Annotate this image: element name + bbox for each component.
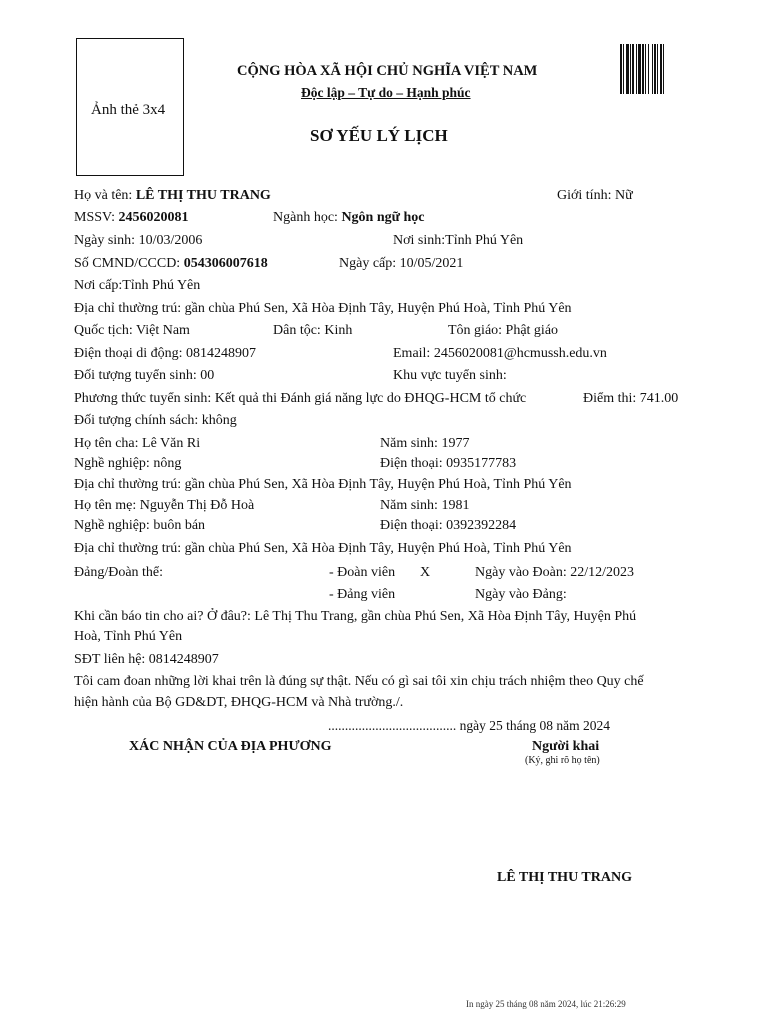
- mother-phone-label: Điện thoại:: [380, 518, 443, 533]
- father-address-field: [74, 478, 572, 492]
- nationality-label: Quốc tịch:: [74, 323, 133, 338]
- student-id-value: 2456020081: [118, 210, 189, 225]
- major-field: [273, 211, 425, 225]
- phone-label: Điện thoại di động:: [74, 346, 183, 361]
- name-label: Họ và tên:: [74, 188, 133, 203]
- nationality-value: Việt Nam: [135, 323, 190, 338]
- youth-union-mark: X: [420, 565, 431, 580]
- policy-label: Đối tượng chính sách:: [74, 413, 199, 428]
- page-title: SƠ YẾU LÝ LỊCH: [310, 126, 448, 145]
- gender-value: Nữ: [614, 188, 633, 203]
- score-field: [583, 392, 678, 406]
- issue-date-value: 10/05/2021: [399, 256, 464, 271]
- admission-method-value: Kết quả thi Đánh giá năng lực do ĐHQG-HCM tổ chức: [214, 391, 527, 406]
- declaration-line-1: Tôi cam đoan những lời khai trên là đúng sự thật. Nếu có gì sai tôi xin chịu trách nhiệm theo Quy chế: [74, 674, 644, 689]
- mother-phone-field: [380, 519, 516, 533]
- party-date-label: Ngày vào Đảng:: [475, 587, 567, 602]
- contact-phone-label: SĐT liên hệ:: [74, 652, 146, 667]
- mother-birth-year-field: [380, 499, 469, 513]
- father-phone-label: Điện thoại:: [380, 456, 443, 471]
- father-job-label: Nghề nghiệp:: [74, 456, 150, 471]
- mother-name-field: [74, 499, 254, 513]
- email-label: Email:: [393, 346, 431, 361]
- country-heading: CỘNG HÒA XÃ HỘI CHỦ NGHĨA VIỆT NAM: [237, 63, 538, 79]
- motto: Độc lập – Tự do – Hạnh phúc: [301, 85, 471, 100]
- mother-name-label: Họ tên mẹ:: [74, 498, 137, 513]
- mother-job-value: buôn bán: [153, 518, 206, 533]
- photo-placeholder: [76, 38, 184, 176]
- issue-place-value: Tỉnh Phú Yên: [122, 278, 201, 293]
- score-value: 741.00: [639, 391, 679, 406]
- dob-field: [74, 234, 202, 248]
- declaration-line-2: hiện hành của Bộ GD&DT, ĐHQG-HCM và Nhà trường./.: [74, 695, 404, 710]
- admission-target-label: Đối tượng tuyển sinh:: [74, 368, 197, 383]
- student-id-field: [74, 211, 188, 225]
- birthplace-field: [393, 234, 523, 248]
- barcode: [620, 44, 672, 94]
- mother-phone-value: 0392392284: [446, 518, 517, 533]
- issue-place-label: Nơi cấp:: [74, 278, 123, 293]
- gender-label: Giới tính:: [557, 188, 612, 203]
- score-label: Điểm thi:: [583, 391, 637, 406]
- cccd-field: [74, 257, 268, 271]
- issue-place-field: [74, 279, 200, 293]
- major-value: Ngôn ngữ học: [341, 210, 425, 225]
- father-birth-year-value: 1977: [441, 436, 470, 451]
- student-address-label: Địa chỉ thường trú:: [74, 301, 182, 316]
- youth-union-date-value: 22/12/2023: [570, 565, 635, 580]
- youth-union-date-field: [475, 566, 634, 580]
- father-job-field: [74, 457, 181, 471]
- mother-job-field: [74, 519, 205, 533]
- ethnicity-label: Dân tộc:: [273, 323, 321, 338]
- declarant-name: LÊ THỊ THU TRANG: [497, 870, 632, 885]
- gender-field: [557, 189, 633, 203]
- father-birth-year-field: [380, 437, 469, 451]
- print-timestamp: In ngày 25 tháng 08 năm 2024, lúc 21:26:29: [466, 999, 626, 1009]
- contact-answer-1: Lê Thị Thu Trang, gần chùa Phú Sen, Xã Hòa Định Tây, Huyện Phú: [254, 609, 637, 624]
- mother-job-label: Nghề nghiệp:: [74, 518, 150, 533]
- religion-field: [448, 324, 558, 338]
- student-name: LÊ THỊ THU TRANG: [135, 188, 271, 203]
- religion-value: Phật giáo: [505, 323, 559, 338]
- student-address-field: [74, 302, 572, 316]
- mother-birth-year-label: Năm sinh:: [380, 498, 438, 513]
- cccd-value: 054306007618: [183, 256, 268, 271]
- major-label: Ngành học:: [273, 210, 338, 225]
- photo-label: Ảnh thẻ 3x4: [91, 102, 166, 118]
- region-field: [393, 369, 507, 383]
- declarant-note: (Ký, ghi rõ họ tên): [525, 755, 600, 766]
- party-label: Đảng/Đoàn thể:: [74, 565, 164, 580]
- father-name-label: Họ tên cha:: [74, 436, 139, 451]
- ethnicity-field: [273, 324, 352, 338]
- cccd-label: Số CMND/CCCD:: [74, 256, 181, 271]
- father-name-field: [74, 437, 200, 451]
- admission-target-field: [74, 369, 214, 383]
- policy-field: [74, 414, 237, 428]
- father-name-value: Lê Văn Ri: [142, 436, 201, 451]
- birthplace-label: Nơi sinh:: [393, 233, 446, 248]
- youth-union-option: - Đoàn viên: [329, 565, 396, 580]
- issue-date-field: [339, 257, 463, 271]
- student-id-label: MSSV:: [74, 210, 115, 225]
- contact-answer-2: Hoà, Tỉnh Phú Yên: [74, 629, 183, 644]
- local-confirmation-heading: XÁC NHẬN CỦA ĐỊA PHƯƠNG: [129, 739, 332, 754]
- declarant-heading: Người khai: [532, 739, 600, 754]
- father-birth-year-label: Năm sinh:: [380, 436, 438, 451]
- father-address-value: gần chùa Phú Sen, Xã Hòa Định Tây, Huyện Phú Hoà, Tỉnh Phú Yên: [184, 477, 572, 492]
- issue-date-label: Ngày cấp:: [339, 256, 397, 271]
- policy-value: không: [201, 413, 237, 428]
- contact-phone-field: [74, 653, 219, 667]
- dob-label: Ngày sinh:: [74, 233, 136, 248]
- party-member-option: - Đảng viên: [329, 587, 396, 602]
- name-row: [74, 189, 271, 203]
- contact-question: Khi cần báo tin cho ai? Ở đâu?:: [74, 609, 251, 624]
- father-phone-value: 0935177783: [446, 456, 517, 471]
- admission-method-label: Phương thức tuyển sinh:: [74, 391, 212, 406]
- email-field: [393, 347, 607, 361]
- mother-address-field: [74, 542, 572, 556]
- phone-field: [74, 347, 256, 361]
- dob-value: 10/03/2006: [138, 233, 203, 248]
- birthplace-value: Tỉnh Phú Yên: [445, 233, 524, 248]
- admission-target-value: 00: [200, 368, 215, 383]
- mother-name-value: Nguyễn Thị Đỗ Hoà: [139, 498, 255, 513]
- phone-value: 0814248907: [186, 346, 256, 361]
- barcode-bar: [664, 44, 667, 94]
- contact-phone-value: 0814248907: [148, 652, 219, 667]
- student-address-value: gần chùa Phú Sen, Xã Hòa Định Tây, Huyện Phú Hoà, Tỉnh Phú Yên: [184, 301, 572, 316]
- nationality-field: [74, 324, 190, 338]
- father-phone-field: [380, 457, 516, 471]
- ethnicity-value: Kinh: [324, 323, 353, 338]
- admission-method-field: [74, 392, 526, 406]
- father-address-label: Địa chỉ thường trú:: [74, 477, 182, 492]
- religion-label: Tôn giáo:: [448, 323, 503, 338]
- mother-birth-year-value: 1981: [441, 498, 470, 513]
- signature-date-line: ...................................... ngày 25 tháng 08 năm 2024: [328, 718, 610, 733]
- party-date-field: [475, 588, 567, 602]
- region-label: Khu vực tuyển sinh:: [393, 368, 507, 383]
- contact-line-1: [74, 610, 636, 624]
- youth-union-date-label: Ngày vào Đoàn:: [475, 565, 567, 580]
- mother-address-value: gần chùa Phú Sen, Xã Hòa Định Tây, Huyện Phú Hoà, Tỉnh Phú Yên: [184, 541, 572, 556]
- email-value: 2456020081@hcmussh.edu.vn: [433, 346, 607, 361]
- father-job-value: nông: [153, 456, 182, 471]
- mother-address-label: Địa chỉ thường trú:: [74, 541, 182, 556]
